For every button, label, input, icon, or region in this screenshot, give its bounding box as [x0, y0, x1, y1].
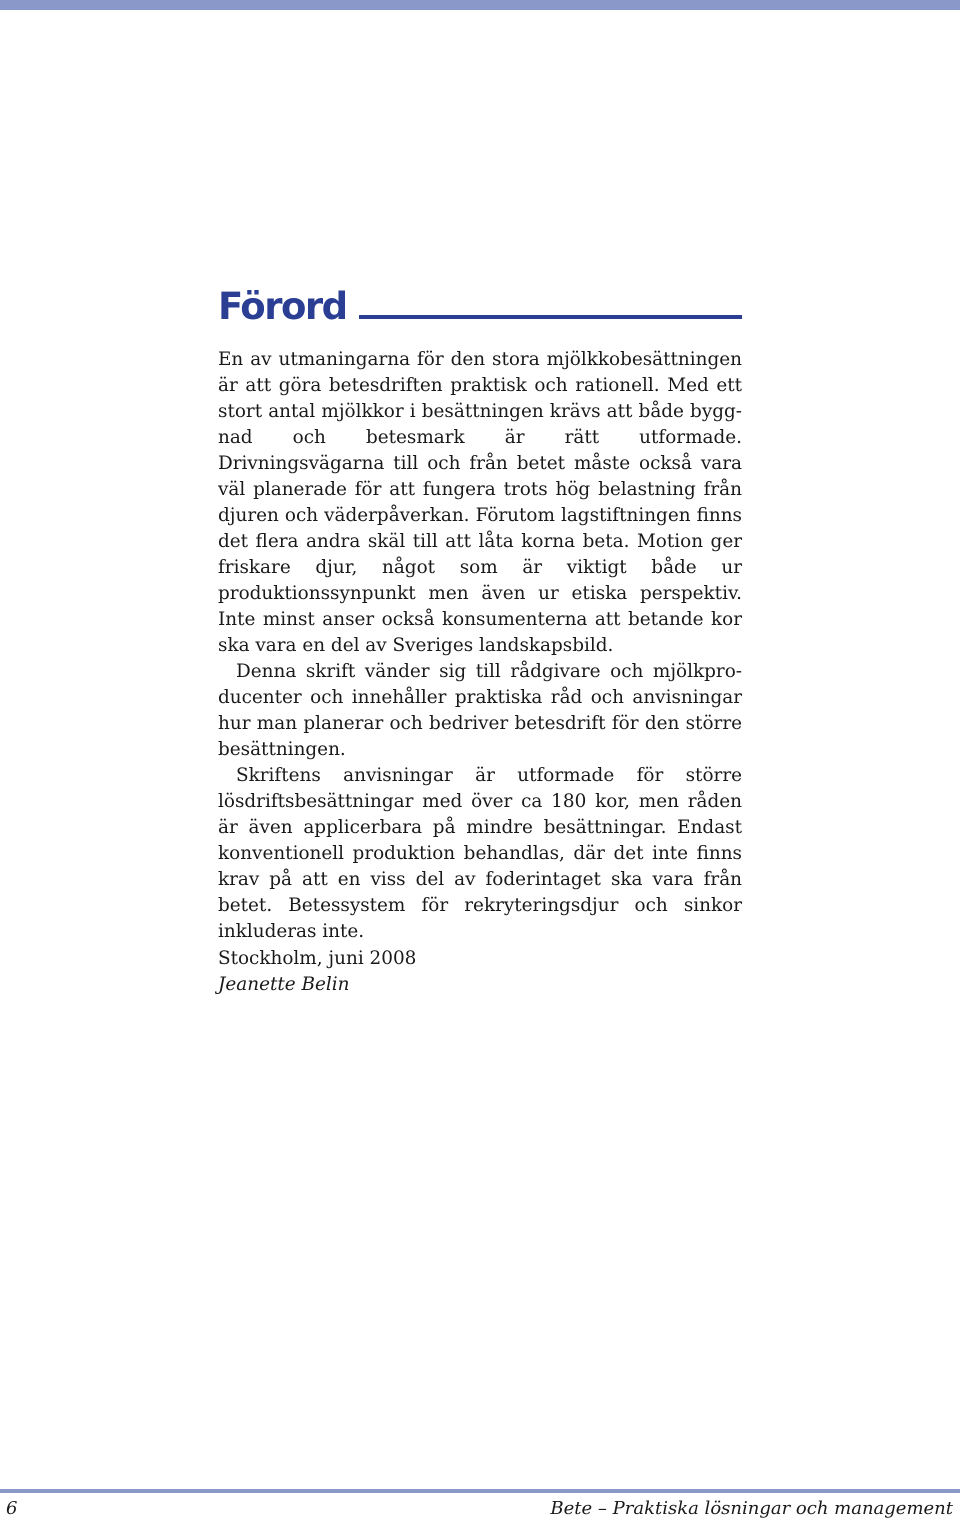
paragraph-1: En av utmaningarna för den stora mjölkkobesättningen är att göra betesdriften praktisk och rationell. Med ett stort antal mjölkkor i besättningen krävs att både byggnad och betesmark är rätt utformade. Drivningsvägarna till och från betet måste också vara väl planerade för att fungera trots hög belastning från djuren och väderpåverkan. Förutom lagstiftningen finns det flera andra skäl till att låta korna beta. Motion ger friskare djur, något som är viktigt både ur produktionssynpunkt men även ur etiska perspektiv. Inte minst anser också konsumenterna att betande kor ska vara en del av Sveriges landskapsbild. [218, 349, 742, 656]
foreword-body [218, 347, 742, 945]
signoff-place-date: Stockholm, juni 2008 [218, 948, 417, 969]
paragraph-3: Skriftens anvisningar är utformade för större lösdriftsbesättningar med över ca 180 kor, men råden är även applicerbara på mindre besättningar. Endast konventionell produktion behandlas, där det inte finns krav på att en viss del av foderintaget ska vara från betet. Betessystem för rekryteringsdjur och sinkor inkluderas inte. [218, 765, 742, 942]
page-heading: Förord [218, 285, 347, 328]
heading-underline [359, 315, 742, 319]
heading-row [218, 283, 742, 327]
signoff [218, 946, 742, 998]
page-number: 6 [6, 1498, 18, 1519]
running-footer-title: Bete – Praktiska lösningar och management [550, 1498, 953, 1519]
signoff-author: Jeanette Belin [218, 974, 350, 995]
top-border-rule [0, 0, 960, 10]
paragraph-2: Denna skrift vänder sig till rådgivare och mjölkproducenter och innehåller praktiska råd och anvisningar hur man planerar och bedriver betesdrift för den större besättningen. [218, 661, 742, 760]
footer-rule [0, 1489, 960, 1493]
